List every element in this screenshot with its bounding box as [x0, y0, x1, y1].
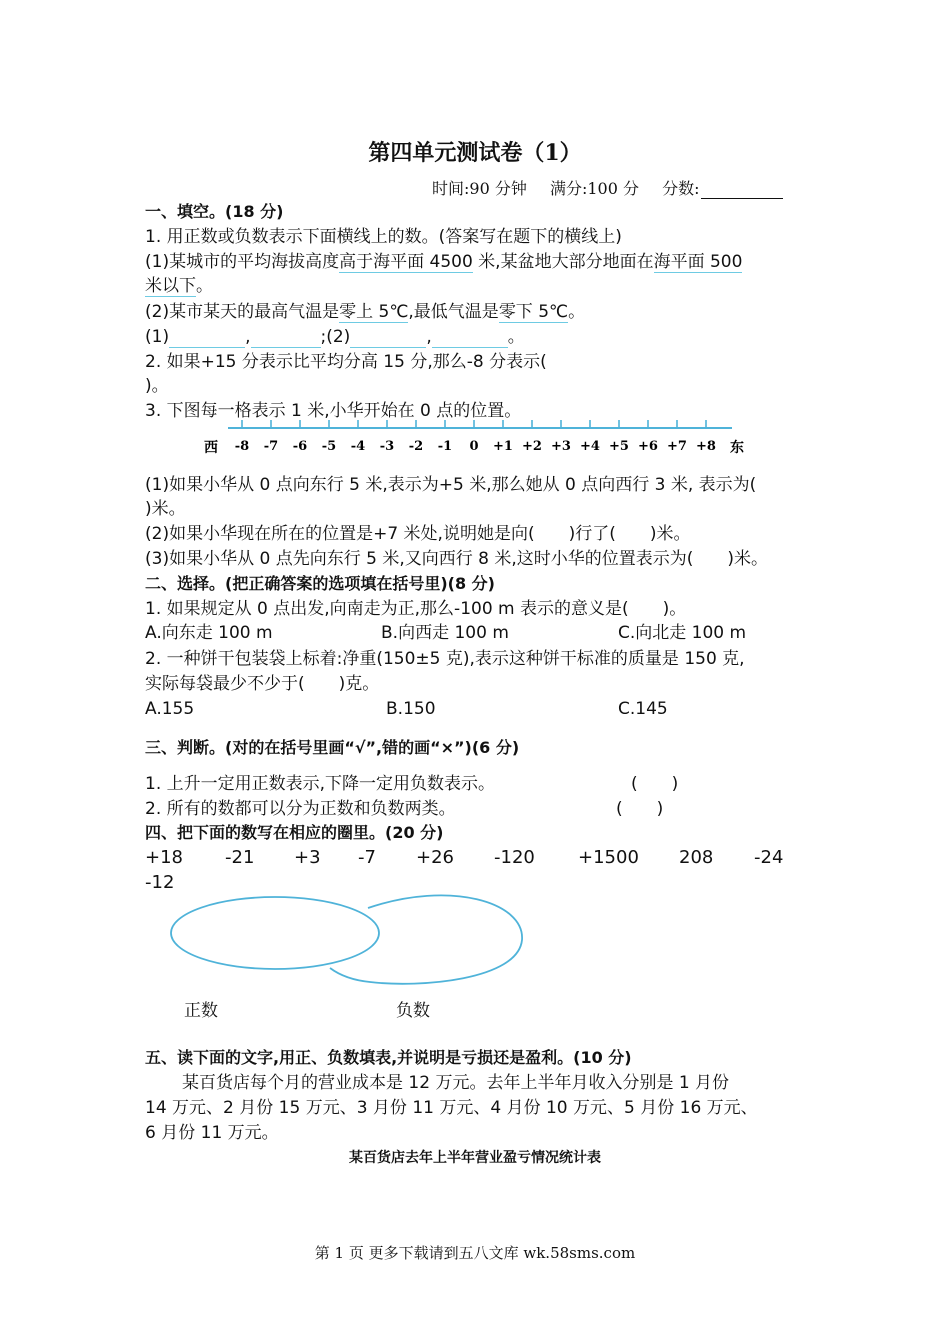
score-label: 分数: — [662, 179, 801, 198]
number-line-tick-label: -2 — [408, 439, 424, 454]
positive-label: 正数 — [184, 1001, 218, 1021]
number-line-tick-label: 0 — [469, 439, 479, 454]
sorting-circles — [160, 890, 540, 1000]
page-footer: 第 1 页 更多下载请到五八文库 wk.58sms.com — [314, 1244, 636, 1262]
s2-q1-option-c: C.向北走 100 m — [618, 623, 747, 643]
number-line-tick-label: -1 — [437, 439, 453, 454]
number-line-tick-label: +8 — [696, 439, 716, 454]
number-line-tick-label: -5 — [321, 439, 337, 454]
s1-q2-line2: )。 — [145, 376, 169, 396]
number-line-tick-label: -6 — [292, 439, 308, 454]
s2-q2-option-b: B.150 — [386, 699, 436, 719]
number-line-tick-label: +1 — [493, 439, 513, 454]
s1-q1-part2: (2)某市某天的最高气温是零上 5℃,最低气温是零下 5℃。 — [145, 302, 586, 322]
score-blank[interactable] — [701, 182, 783, 199]
number-line-tick-label: -4 — [350, 439, 366, 454]
number-item: -120 — [494, 847, 535, 868]
s2-q2-line2: 实际每袋最少不少于( )克。 — [145, 674, 380, 694]
s1-q1-part1-line1: (1)某城市的平均海拔高度高于海平面 4500 米,某盆地大部分地面在海平面 500 — [145, 252, 743, 272]
s1-q3-part1-line2: )米。 — [145, 499, 186, 519]
number-item: +3 — [294, 847, 321, 868]
s5-para-line2: 14 万元、2 月份 15 万元、3 月份 11 万元、4 月份 10 万元、5 月份 16 万元、 — [145, 1098, 758, 1118]
positive-circle[interactable] — [171, 897, 379, 969]
s3-q2: 2. 所有的数都可以分为正数和负数两类。 — [145, 799, 456, 819]
number-item: +18 — [145, 847, 183, 868]
full-score: 满分:100 分 — [549, 179, 639, 198]
east-label: 东 — [730, 440, 744, 456]
answer-blank-1[interactable] — [169, 329, 245, 348]
table-title: 某百货店去年上半年营业盈亏情况统计表 — [349, 1150, 601, 1166]
s3-q1-paren[interactable]: ( ) — [631, 774, 679, 794]
s3-q1: 1. 上升一定用正数表示,下降一定用负数表示。 — [145, 774, 496, 794]
s1-q3-part2: (2)如果小华现在所在的位置是+7 米处,说明她是向( )行了( )米。 — [145, 524, 691, 544]
number-line-tick-label: +2 — [522, 439, 542, 454]
section-4-heading: 四、把下面的数写在相应的圈里。(20 分) — [145, 823, 444, 842]
section-1-heading: 一、填空。(18 分) — [145, 202, 284, 221]
number-item: -24 — [754, 847, 784, 868]
s1-q1: 1. 用正数或负数表示下面横线上的数。(答案写在题下的横线上) — [145, 227, 622, 247]
number-line-tick-label: -8 — [234, 439, 250, 454]
number-line-tick-label: +4 — [580, 439, 600, 454]
number-line-tick-label: -3 — [379, 439, 395, 454]
s2-q1-option-a: A.向东走 100 m — [145, 623, 273, 643]
west-label: 西 — [204, 440, 218, 456]
section-2-heading: 二、选择。(把正确答案的选项填在括号里)(8 分) — [145, 574, 495, 593]
answer-blank-4[interactable] — [432, 329, 508, 348]
negative-circle[interactable] — [330, 895, 522, 983]
answer-blank-3[interactable] — [350, 329, 426, 348]
number-item: 208 — [679, 847, 714, 868]
number-line-tick-label: +6 — [638, 439, 658, 454]
section-3-heading: 三、判断。(对的在括号里画“√”,错的画“×”)(6 分) — [145, 738, 520, 757]
number-item: +1500 — [578, 847, 639, 868]
s1-q3-part3: (3)如果小华从 0 点先向东行 5 米,又向西行 8 米,这时小华的位置表示为( )米。 — [145, 549, 769, 569]
s5-para-line3: 6 月份 11 万元。 — [145, 1123, 279, 1143]
page-title: 第四单元测试卷（1） — [368, 140, 582, 166]
s1-q3: 3. 下图每一格表示 1 米,小华开始在 0 点的位置。 — [145, 401, 522, 421]
number-item: -12 — [145, 872, 175, 893]
s3-q2-paren[interactable]: ( ) — [616, 799, 664, 819]
s2-q1: 1. 如果规定从 0 点出发,向南走为正,那么-100 m 表示的意义是( )。 — [145, 599, 687, 619]
s2-q1-option-b: B.向西走 100 m — [381, 623, 509, 643]
s2-q2-option-c: C.145 — [618, 699, 668, 719]
section-5-heading: 五、读下面的文字,用正、负数填表,并说明是亏损还是盈利。(10 分) — [145, 1048, 632, 1067]
s2-q2-line1: 2. 一种饼干包装袋上标着:净重(150±5 克),表示这种饼干标准的质量是 150 克, — [145, 649, 745, 669]
s1-q2-line1: 2. 如果+15 分表示比平均分高 15 分,那么-8 分表示( — [145, 352, 547, 372]
number-item: +26 — [416, 847, 454, 868]
number-line-tick-label: +3 — [551, 439, 571, 454]
number-line-ticks — [235, 420, 716, 454]
s1-q1-answers: (1) , ;(2) , 。 — [145, 327, 525, 347]
number-line — [200, 412, 760, 462]
number-line-tick-label: -7 — [263, 439, 279, 454]
time-limit: 时间:90 分钟 — [432, 179, 527, 198]
number-line-tick-label: +5 — [609, 439, 629, 454]
number-item: -7 — [358, 847, 376, 868]
s5-para-line1: 某百货店每个月的营业成本是 12 万元。去年上半年月收入分别是 1 月份 — [182, 1073, 730, 1093]
answer-blank-2[interactable] — [251, 329, 321, 348]
s1-q3-part1-line1: (1)如果小华从 0 点向东行 5 米,表示为+5 米,那么她从 0 点向西行 3 米, 表示为( — [145, 475, 757, 495]
s2-q2-option-a: A.155 — [145, 699, 195, 719]
negative-label: 负数 — [396, 1001, 430, 1021]
s1-q1-part1-line2: 米以下。 — [145, 276, 213, 296]
number-line-tick-label: +7 — [667, 439, 687, 454]
exam-meta — [432, 176, 819, 199]
number-item: -21 — [225, 847, 255, 868]
